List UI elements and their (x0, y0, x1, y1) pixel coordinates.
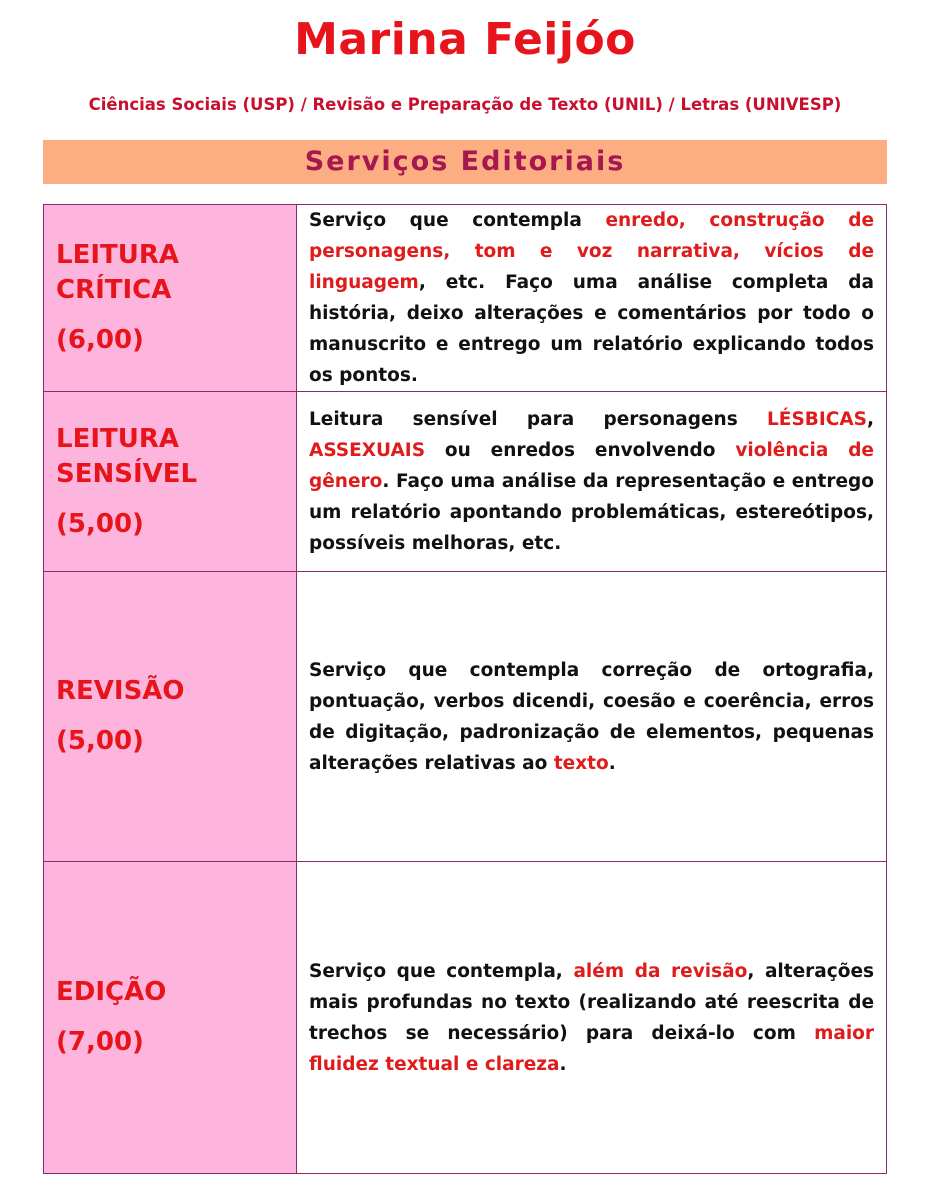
service-description-cell (297, 862, 887, 1174)
service-description-cell (297, 392, 887, 572)
desc-segment: Serviço que contempla, (309, 960, 574, 982)
desc-segment: . (608, 752, 616, 774)
author-name: Marina Feijóo (294, 14, 636, 65)
service-row-leitura-critica (44, 205, 887, 392)
service-name-line: SENSÍVEL (56, 458, 198, 489)
service-name: EDIÇÃO (56, 977, 167, 1007)
service-row-edicao (44, 862, 887, 1174)
service-label-cell (44, 392, 297, 572)
desc-highlight: texto (553, 752, 609, 774)
service-description-cell (297, 572, 887, 862)
service-label-cell (44, 862, 297, 1174)
service-price: (6,00) (56, 325, 144, 355)
author-credentials: Ciências Sociais (USP) / Revisão e Preparação de Texto (UNIL) / Letras (UNIVESP) (88, 95, 842, 114)
service-description (309, 655, 874, 779)
desc-highlight: enredo, construção de personagens, tom e voz narrativa, vícios de linguagem (309, 210, 874, 293)
service-name-line: LEITURA (56, 240, 179, 270)
service-name (56, 238, 286, 308)
desc-highlight: além da revisão (573, 960, 748, 982)
desc-highlight: maior fluidez textual e clareza (309, 1022, 874, 1075)
service-description (309, 956, 874, 1080)
service-row-leitura-sensivel (44, 392, 887, 572)
service-name: REVISÃO (56, 676, 185, 706)
service-row-revisao (44, 572, 887, 862)
service-name-line: CRÍTICA (56, 275, 172, 305)
desc-segment: Leitura sensível para personagens (309, 409, 768, 430)
desc-segment: Serviço que contempla correção de ortografia, pontuação, verbos dicendi, coesão e coerência, erros de digitação, padronização de elementos, pequenas alterações relativas ao (309, 659, 874, 774)
desc-highlight: LÉSBICAS (767, 409, 867, 430)
service-description (309, 404, 874, 559)
service-label-cell (44, 205, 297, 392)
desc-segment: Serviço que contempla (309, 210, 606, 231)
desc-segment: , alterações mais profundas no texto (realizando até reescrita de trechos se necessário) para deixá-lo com (309, 960, 874, 1044)
desc-segment: . (559, 1053, 567, 1075)
desc-segment: , (866, 409, 874, 430)
service-price: (5,00) (56, 726, 144, 756)
services-table (43, 204, 887, 1174)
service-description (309, 205, 874, 391)
section-title: Serviços Editoriais (304, 146, 626, 177)
service-price: (5,00) (56, 508, 144, 539)
service-price: (7,00) (56, 1027, 144, 1057)
desc-highlight: ASSEXUAIS (309, 440, 426, 461)
desc-highlight: violência de gênero (309, 440, 874, 492)
desc-segment: , etc. Faço uma análise completa da história, deixo alterações e comentários por todo o manuscrito e entrego um relatório explicando todos os pontos. (309, 272, 874, 386)
section-banner (43, 140, 887, 184)
service-name-line: LEITURA (56, 423, 179, 454)
service-name (56, 422, 286, 492)
service-description-cell (297, 205, 887, 392)
service-label-cell (44, 572, 297, 862)
desc-segment: . Faço uma análise da representação e entrego um relatório apontando problemáticas, estereótipos, possíveis melhoras, etc. (309, 471, 874, 554)
desc-segment: ou enredos envolvendo (425, 440, 736, 461)
